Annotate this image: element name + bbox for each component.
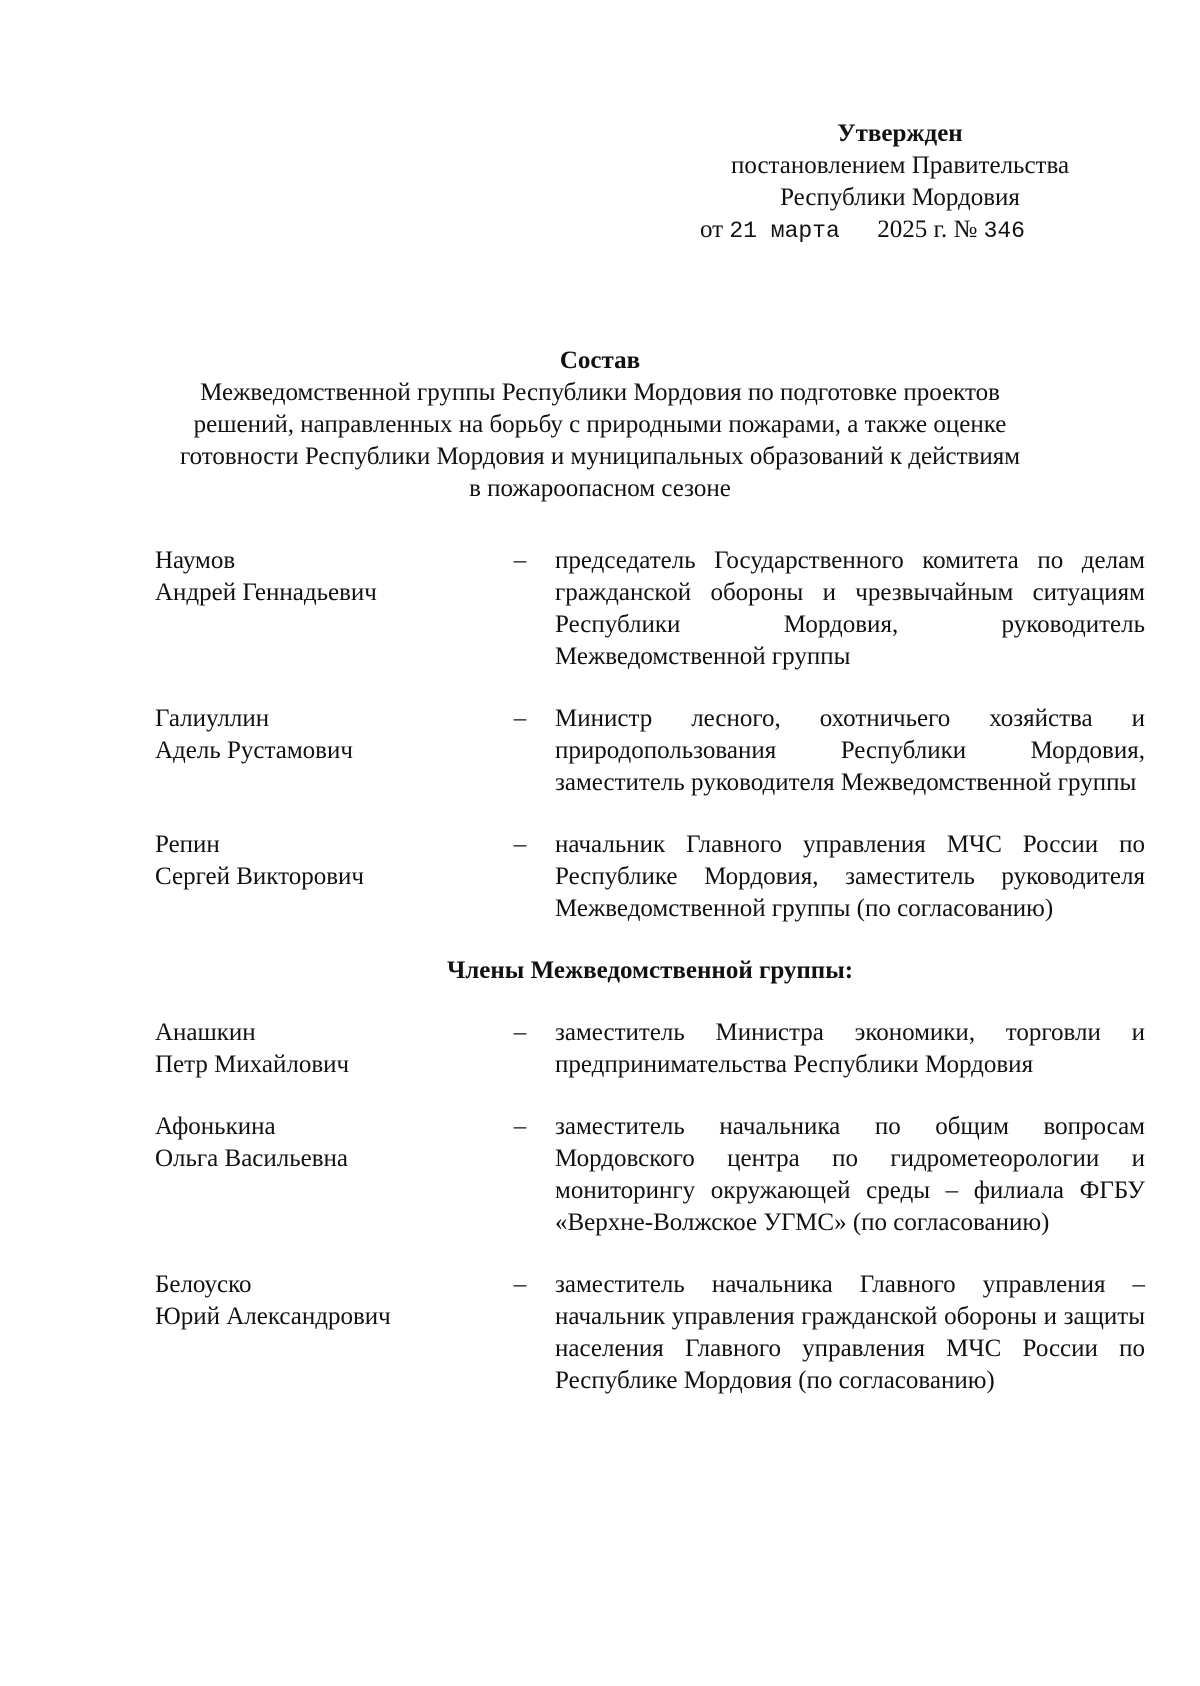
date-day-month: 21 марта: [729, 218, 840, 244]
subtitle-line-4: в пожароопасном сезоне: [469, 475, 731, 502]
date-year: 2025 г. №: [877, 216, 978, 243]
composition-list: [155, 545, 1145, 1397]
person-name: [155, 1111, 485, 1175]
person-given-names: Юрий Александрович: [155, 1303, 391, 1330]
dash-separator: –: [513, 547, 527, 574]
list-item: [155, 703, 1145, 799]
person-role: заместитель начальника по общим вопросам Мордовского центра по гидрометеорологии и мониторингу окружающей среды – филиала ФГБУ «Верхне-Волжское УГМС» (по согласованию): [555, 1113, 1145, 1236]
person-role: заместитель Министра экономики, торговли и предпринимательства Республики Мордовия: [555, 1019, 1145, 1078]
person-role: Министр лесного, охотничьего хозяйства и природопользования Республики Мордовия, заместитель руководителя Межведомственной группы: [555, 705, 1145, 796]
subtitle-line-1: Межведомственной группы Республики Мордовия по подготовке проектов: [200, 379, 1000, 406]
list-item: [155, 545, 1145, 673]
document-number: 346: [983, 218, 1025, 244]
members-heading: Члены Межведомственной группы:: [446, 957, 854, 984]
person-name: [155, 829, 485, 893]
person-surname: Наумов: [155, 547, 236, 574]
person-surname: Белоуско: [155, 1271, 252, 1298]
person-surname: Афонькина: [155, 1113, 276, 1140]
document-heading: Состав: [559, 347, 641, 374]
person-name: [155, 545, 485, 609]
subtitle-line-2: решений, направленных на борьбу с природными пожарами, а также оценке: [193, 411, 1007, 438]
person-name: [155, 703, 485, 767]
dash-separator: –: [513, 705, 527, 732]
approval-title: Утвержден: [837, 120, 963, 147]
person-surname: Галиуллин: [155, 705, 270, 732]
person-name: [155, 1269, 485, 1333]
dash-separator: –: [513, 831, 527, 858]
approval-line-1: постановлением Правительства: [730, 152, 1070, 179]
list-item: [155, 1269, 1145, 1397]
approval-line-2: Республики Мордовия: [780, 184, 1020, 211]
person-surname: Анашкин: [155, 1019, 256, 1046]
person-given-names: Петр Михайлович: [155, 1051, 350, 1078]
date-prefix: от: [700, 216, 724, 243]
approval-stamp: [680, 118, 1120, 247]
person-name: [155, 1017, 485, 1081]
list-item: [155, 1017, 1145, 1081]
person-surname: Репин: [155, 831, 220, 858]
subtitle-line-3: готовности Республики Мордовия и муниципальных образований к действиям: [179, 443, 1021, 470]
document-title-block: [150, 345, 1050, 505]
person-role: председатель Государственного комитета по делам гражданской обороны и чрезвычайным ситуациям Республики Мордовия, руководитель Межведомственной группы: [555, 547, 1145, 670]
person-role: заместитель начальника Главного управления – начальник управления гражданской обороны и защиты населения Главного управления МЧС России по Республике Мордовия (по согласованию): [555, 1271, 1145, 1394]
list-item: [155, 829, 1145, 925]
dash-separator: –: [513, 1113, 527, 1140]
person-given-names: Сергей Викторович: [155, 863, 364, 890]
person-given-names: Адель Рустамович: [155, 737, 353, 764]
list-item: [155, 1111, 1145, 1239]
dash-separator: –: [513, 1271, 527, 1298]
person-role: начальник Главного управления МЧС России по Республике Мордовия, заместитель руководителя Межведомственной группы (по согласованию): [555, 831, 1145, 922]
person-given-names: Андрей Геннадьевич: [155, 579, 377, 606]
dash-separator: –: [513, 1019, 527, 1046]
approval-date-line: [680, 214, 1120, 247]
person-given-names: Ольга Васильевна: [155, 1145, 349, 1172]
